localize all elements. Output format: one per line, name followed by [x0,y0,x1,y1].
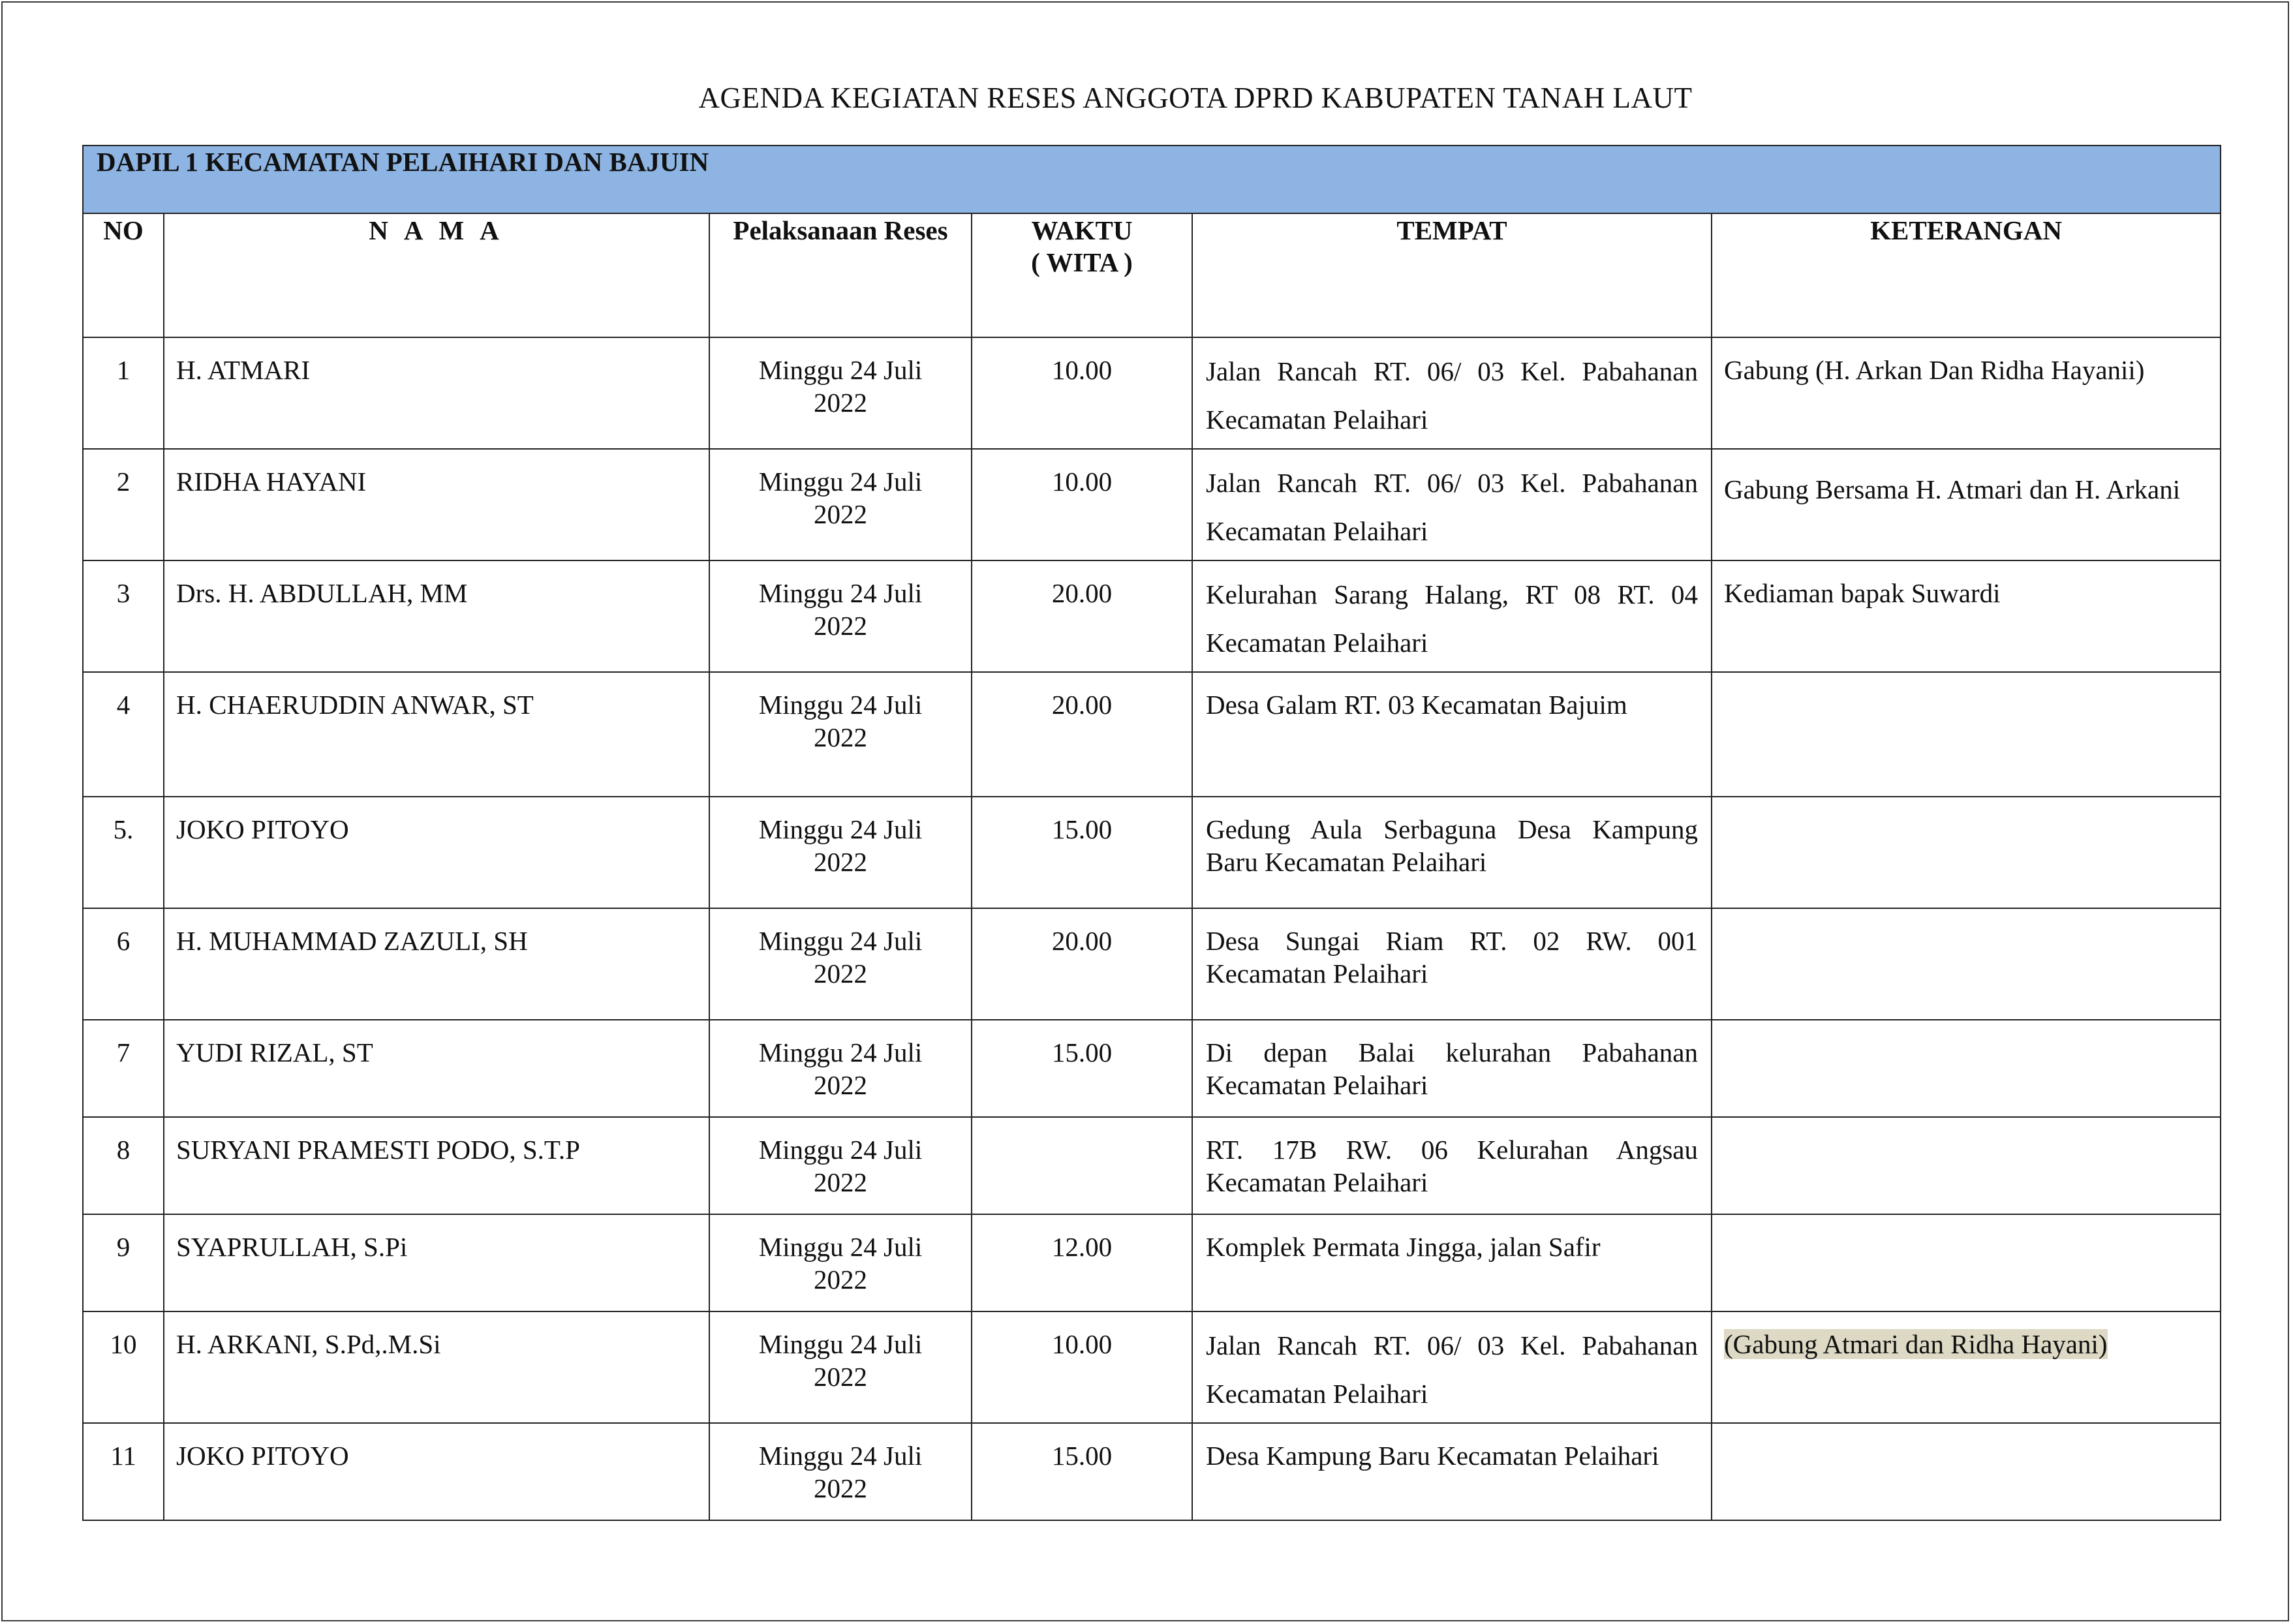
cell-no: 4 [83,672,164,797]
cell-pelaksanaan-year: 2022 [814,499,867,529]
cell-pelaksanaan-day: Minggu 24 Juli [758,814,923,844]
header-no: NO [83,213,164,337]
cell-pelaksanaan [709,1311,972,1423]
cell-no: 2 [83,449,164,560]
cell-keterangan [1712,908,2221,1020]
cell-pelaksanaan-day: Minggu 24 Juli [758,1232,923,1262]
header-tempat: TEMPAT [1192,213,1712,337]
cell-pelaksanaan [709,908,972,1020]
cell-tempat: Di depan Balai kelurahan Pabahanan Kecamatan Pelaihari [1192,1020,1712,1117]
cell-no: 11 [83,1423,164,1520]
table-row [83,908,2221,1020]
cell-keterangan [1712,1020,2221,1117]
cell-tempat: Jalan Rancah RT. 06/ 03 Kel. Pabahanan Kecamatan Pelaihari [1192,449,1712,560]
cell-keterangan [1712,1311,2221,1423]
cell-keterangan [1712,1423,2221,1520]
cell-pelaksanaan-day: Minggu 24 Juli [758,1329,923,1359]
cell-nama: H. MUHAMMAD ZAZULI, SH [164,908,709,1020]
cell-pelaksanaan-year: 2022 [814,1167,867,1197]
cell-nama: JOKO PITOYO [164,797,709,908]
cell-pelaksanaan-year: 2022 [814,1070,867,1100]
highlighted-note: (Gabung Atmari dan Ridha Hayani) [1724,1329,2108,1359]
cell-keterangan [1712,1117,2221,1214]
cell-waktu: 10.00 [972,337,1192,449]
cell-waktu [972,1117,1192,1214]
cell-tempat: Jalan Rancah RT. 06/ 03 Kel. Pabahanan Kecamatan Pelaihari [1192,337,1712,449]
cell-pelaksanaan-year: 2022 [814,1264,867,1295]
table-row [83,1311,2221,1423]
table-row [83,560,2221,672]
cell-tempat: Jalan Rancah RT. 06/ 03 Kel. Pabahanan Kecamatan Pelaihari [1192,1311,1712,1423]
cell-waktu: 20.00 [972,908,1192,1020]
cell-pelaksanaan-day: Minggu 24 Juli [758,690,923,720]
section-title: DAPIL 1 KECAMATAN PELAIHARI DAN BAJUIN [83,146,2221,213]
table-row [83,337,2221,449]
cell-waktu: 10.00 [972,1311,1192,1423]
header-waktu-label: WAKTU [1031,215,1133,245]
cell-waktu: 15.00 [972,1423,1192,1520]
cell-pelaksanaan-year: 2022 [814,958,867,988]
cell-waktu: 20.00 [972,672,1192,797]
cell-keterangan: Gabung (H. Arkan Dan Ridha Hayanii) [1712,337,2221,449]
cell-nama: H. ARKANI, S.Pd,.M.Si [164,1311,709,1423]
cell-pelaksanaan-year: 2022 [814,388,867,418]
cell-pelaksanaan [709,1214,972,1311]
cell-pelaksanaan-day: Minggu 24 Juli [758,467,923,497]
cell-pelaksanaan [709,560,972,672]
document-title: AGENDA KEGIATAN RESES ANGGOTA DPRD KABUPATEN TANAH LAUT [698,82,1693,114]
header-pelaksanaan: Pelaksanaan Reses [709,213,972,337]
cell-no: 8 [83,1117,164,1214]
cell-no: 7 [83,1020,164,1117]
cell-pelaksanaan-day: Minggu 24 Juli [758,355,923,385]
cell-no: 10 [83,1311,164,1423]
cell-pelaksanaan-day: Minggu 24 Juli [758,926,923,956]
cell-nama: Drs. H. ABDULLAH, MM [164,560,709,672]
cell-keterangan: Kediaman bapak Suwardi [1712,560,2221,672]
cell-pelaksanaan-year: 2022 [814,611,867,641]
table-row [83,1214,2221,1311]
cell-nama: JOKO PITOYO [164,1423,709,1520]
agenda-table [82,145,2221,1521]
cell-nama: H. ATMARI [164,337,709,449]
column-header-row [83,213,2221,337]
cell-nama: SYAPRULLAH, S.Pi [164,1214,709,1311]
cell-pelaksanaan [709,672,972,797]
cell-tempat: Desa Galam RT. 03 Kecamatan Bajuim [1192,672,1712,797]
cell-pelaksanaan [709,1423,972,1520]
cell-nama: SURYANI PRAMESTI PODO, S.T.P [164,1117,709,1214]
cell-pelaksanaan-day: Minggu 24 Juli [758,578,923,608]
section-header-row [83,146,2221,213]
table-row [83,797,2221,908]
cell-keterangan [1712,1214,2221,1311]
cell-pelaksanaan-year: 2022 [814,1362,867,1392]
cell-keterangan: Gabung Bersama H. Atmari dan H. Arkani [1712,449,2221,560]
cell-pelaksanaan [709,337,972,449]
cell-tempat: RT. 17B RW. 06 Kelurahan Angsau Kecamatan Pelaihari [1192,1117,1712,1214]
cell-waktu: 20.00 [972,560,1192,672]
cell-no: 6 [83,908,164,1020]
cell-pelaksanaan-day: Minggu 24 Juli [758,1441,923,1471]
cell-pelaksanaan [709,1020,972,1117]
cell-pelaksanaan-year: 2022 [814,722,867,752]
table-row [83,1423,2221,1520]
cell-pelaksanaan-day: Minggu 24 Juli [758,1135,923,1165]
cell-tempat: Komplek Permata Jingga, jalan Safir [1192,1214,1712,1311]
cell-pelaksanaan-year: 2022 [814,847,867,877]
cell-waktu: 15.00 [972,797,1192,908]
header-keterangan: KETERANGAN [1712,213,2221,337]
header-nama: N A M A [164,213,709,337]
cell-nama: H. CHAERUDDIN ANWAR, ST [164,672,709,797]
table-row [83,1020,2221,1117]
cell-no: 9 [83,1214,164,1311]
header-waktu [972,213,1192,337]
cell-nama: YUDI RIZAL, ST [164,1020,709,1117]
cell-pelaksanaan [709,449,972,560]
table-row [83,1117,2221,1214]
cell-tempat: Gedung Aula Serbaguna Desa Kampung Baru Kecamatan Pelaihari [1192,797,1712,908]
table-row [83,672,2221,797]
cell-tempat: Desa Sungai Riam RT. 02 RW. 001 Kecamatan Pelaihari [1192,908,1712,1020]
cell-no: 1 [83,337,164,449]
cell-pelaksanaan [709,797,972,908]
cell-waktu: 15.00 [972,1020,1192,1117]
cell-no: 3 [83,560,164,672]
cell-pelaksanaan [709,1117,972,1214]
cell-keterangan [1712,797,2221,908]
cell-keterangan [1712,672,2221,797]
header-waktu-unit: ( WITA ) [1031,247,1133,278]
cell-tempat: Desa Kampung Baru Kecamatan Pelaihari [1192,1423,1712,1520]
cell-pelaksanaan-year: 2022 [814,1473,867,1503]
table-row [83,449,2221,560]
cell-pelaksanaan-day: Minggu 24 Juli [758,1037,923,1067]
cell-tempat: Kelurahan Sarang Halang, RT 08 RT. 04 Kecamatan Pelaihari [1192,560,1712,672]
cell-no: 5. [83,797,164,908]
cell-waktu: 12.00 [972,1214,1192,1311]
cell-waktu: 10.00 [972,449,1192,560]
cell-nama: RIDHA HAYANI [164,449,709,560]
